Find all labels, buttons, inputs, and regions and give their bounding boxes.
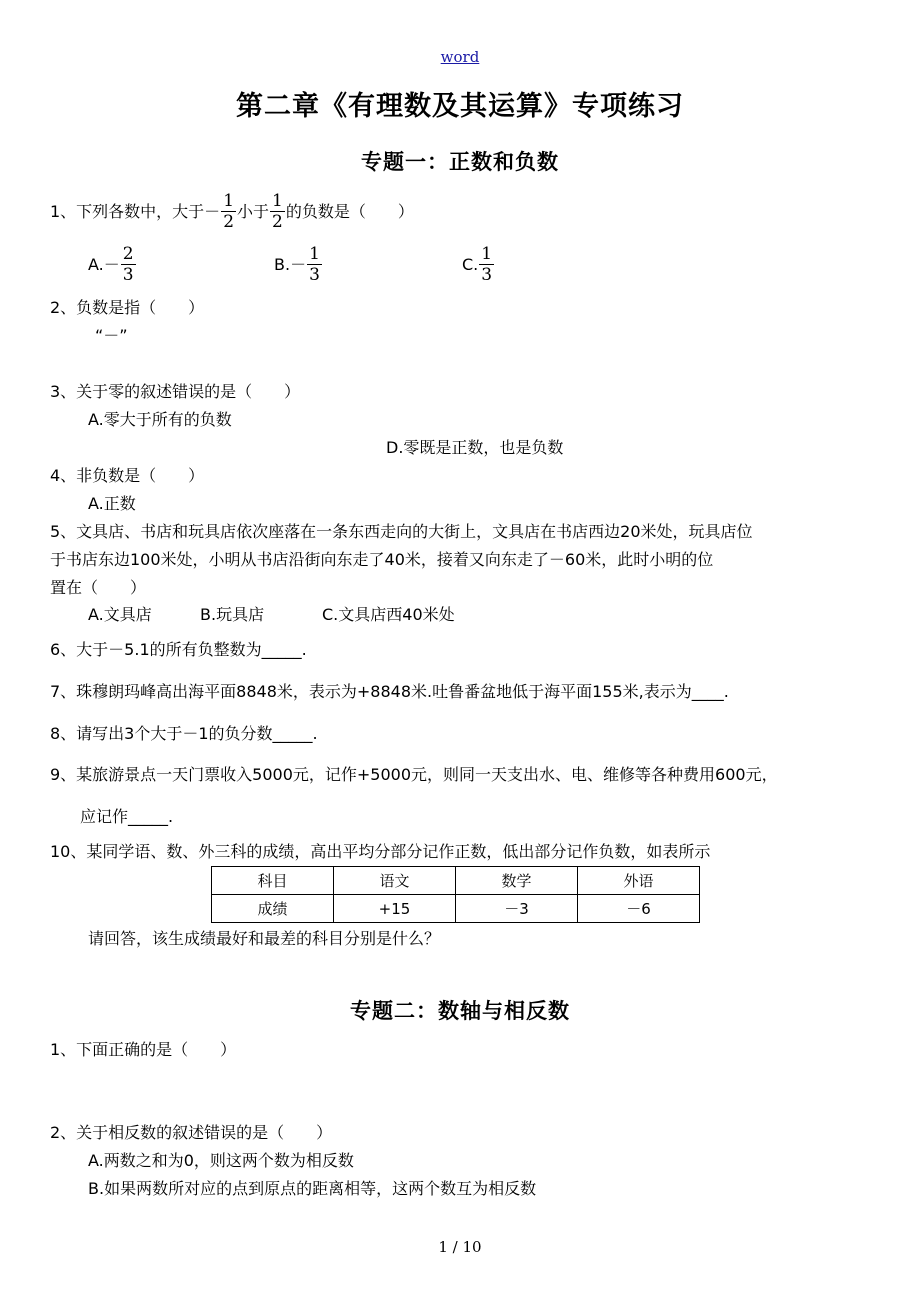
question-6: 6、大于－5.1的所有负整数为_____. xyxy=(50,640,307,659)
fraction-denominator: 3 xyxy=(122,265,134,285)
fraction-numerator: 1 xyxy=(481,244,493,264)
fraction-numerator: 2 xyxy=(122,244,134,264)
q1-option-b xyxy=(274,244,323,285)
fraction-one-third xyxy=(307,244,322,285)
topic2-question-1: 1、下面正确的是（ ） xyxy=(50,1040,237,1059)
q3-option-a: A.零大于所有的负数 xyxy=(88,410,232,429)
table-header-cell: 外语 xyxy=(578,867,700,895)
page-number: 1 / 10 xyxy=(438,1238,482,1256)
q1-option-c xyxy=(462,244,495,285)
topic2-title: 专题二：数轴与相反数 xyxy=(350,999,570,1023)
question-8: 8、请写出3个大于－1的负分数_____. xyxy=(50,724,318,743)
table-header-cell: 数学 xyxy=(456,867,578,895)
q4-option-a: A.正数 xyxy=(88,494,136,513)
option-label: C. xyxy=(462,254,479,274)
question-10: 10、某同学语、数、外三科的成绩，高出平均分部分记作正数，低出部分记作负数，如表所示 xyxy=(50,842,711,861)
q1-suffix: 的负数是（ ） xyxy=(285,201,414,221)
fraction-denominator: 3 xyxy=(481,265,493,285)
q5-option-a: A.文具店 xyxy=(88,605,152,624)
q1-prefix: 1、下列各数中，大于－ xyxy=(50,201,221,221)
q3-option-d: D.零既是正数，也是负数 xyxy=(386,438,564,457)
header-word-link[interactable]: word xyxy=(440,48,480,66)
table-cell: －6 xyxy=(578,895,700,923)
q5-option-b: B.玩具店 xyxy=(200,605,265,624)
fraction-one-half xyxy=(270,191,285,232)
fraction-numerator: 1 xyxy=(223,191,235,211)
table-header-cell: 科目 xyxy=(212,867,334,895)
topic1-title: 专题一：正数和负数 xyxy=(361,150,559,174)
fraction-one-third xyxy=(479,244,494,285)
topic2-question-2: 2、关于相反数的叙述错误的是（ ） xyxy=(50,1123,333,1142)
fraction-one-half xyxy=(221,191,236,232)
q5-option-c: C.文具店西40米处 xyxy=(322,605,455,624)
question-5-line3: 置在（ ） xyxy=(50,578,147,597)
fraction-numerator: 1 xyxy=(309,244,320,264)
table-header-cell: 语文 xyxy=(334,867,456,895)
fraction-denominator: 3 xyxy=(309,265,320,285)
fraction-denominator: 2 xyxy=(272,212,283,232)
question-4: 4、非负数是（ ） xyxy=(50,466,205,485)
question-2: 2、负数是指（ ） xyxy=(50,298,205,317)
option-label: A.－ xyxy=(88,254,120,274)
question-3: 3、关于零的叙述错误的是（ ） xyxy=(50,382,301,401)
fraction-numerator: 1 xyxy=(272,191,283,211)
table-header-row xyxy=(212,867,700,895)
table-cell: －3 xyxy=(456,895,578,923)
q1-option-a xyxy=(88,244,137,285)
page-title: 第二章《有理数及其运算》专项练习 xyxy=(236,91,684,122)
scores-table xyxy=(211,866,700,923)
table-row xyxy=(212,895,700,923)
question-7: 7、珠穆朗玛峰高出海平面8848米，表示为+8848米.吐鲁番盆地低于海平面155米,表示为____. xyxy=(50,682,729,701)
topic2-q2-option-b: B.如果两数所对应的点到原点的距离相等，这两个数互为相反数 xyxy=(88,1179,537,1198)
question-5-line2: 于书店东边100米处，小明从书店沿街向东走了40米，接着又向东走了－60米，此时小明的位 xyxy=(50,550,714,569)
question-9-line1: 9、某旅游景点一天门票收入5000元，记作+5000元，则同一天支出水、电、维修等各种费用600元， xyxy=(50,765,778,784)
question-5-line1: 5、文具店、书店和玩具店依次座落在一条东西走向的大街上，文具店在书店西边20米处，玩具店位 xyxy=(50,522,753,541)
q1-middle: 小于 xyxy=(237,201,270,221)
table-cell: +15 xyxy=(334,895,456,923)
question-9-line2: 应记作_____. xyxy=(80,807,174,826)
fraction-denominator: 2 xyxy=(223,212,235,232)
fraction-two-thirds xyxy=(121,244,136,285)
question-1 xyxy=(50,191,414,232)
table-cell: 成绩 xyxy=(212,895,334,923)
q2-minus-sign: “－” xyxy=(95,326,128,345)
topic2-q2-option-a: A.两数之和为0，则这两个数为相反数 xyxy=(88,1151,354,1170)
question-10-prompt: 请回答，该生成绩最好和最差的科目分别是什么？ xyxy=(88,929,441,948)
option-label: B.－ xyxy=(274,254,307,274)
